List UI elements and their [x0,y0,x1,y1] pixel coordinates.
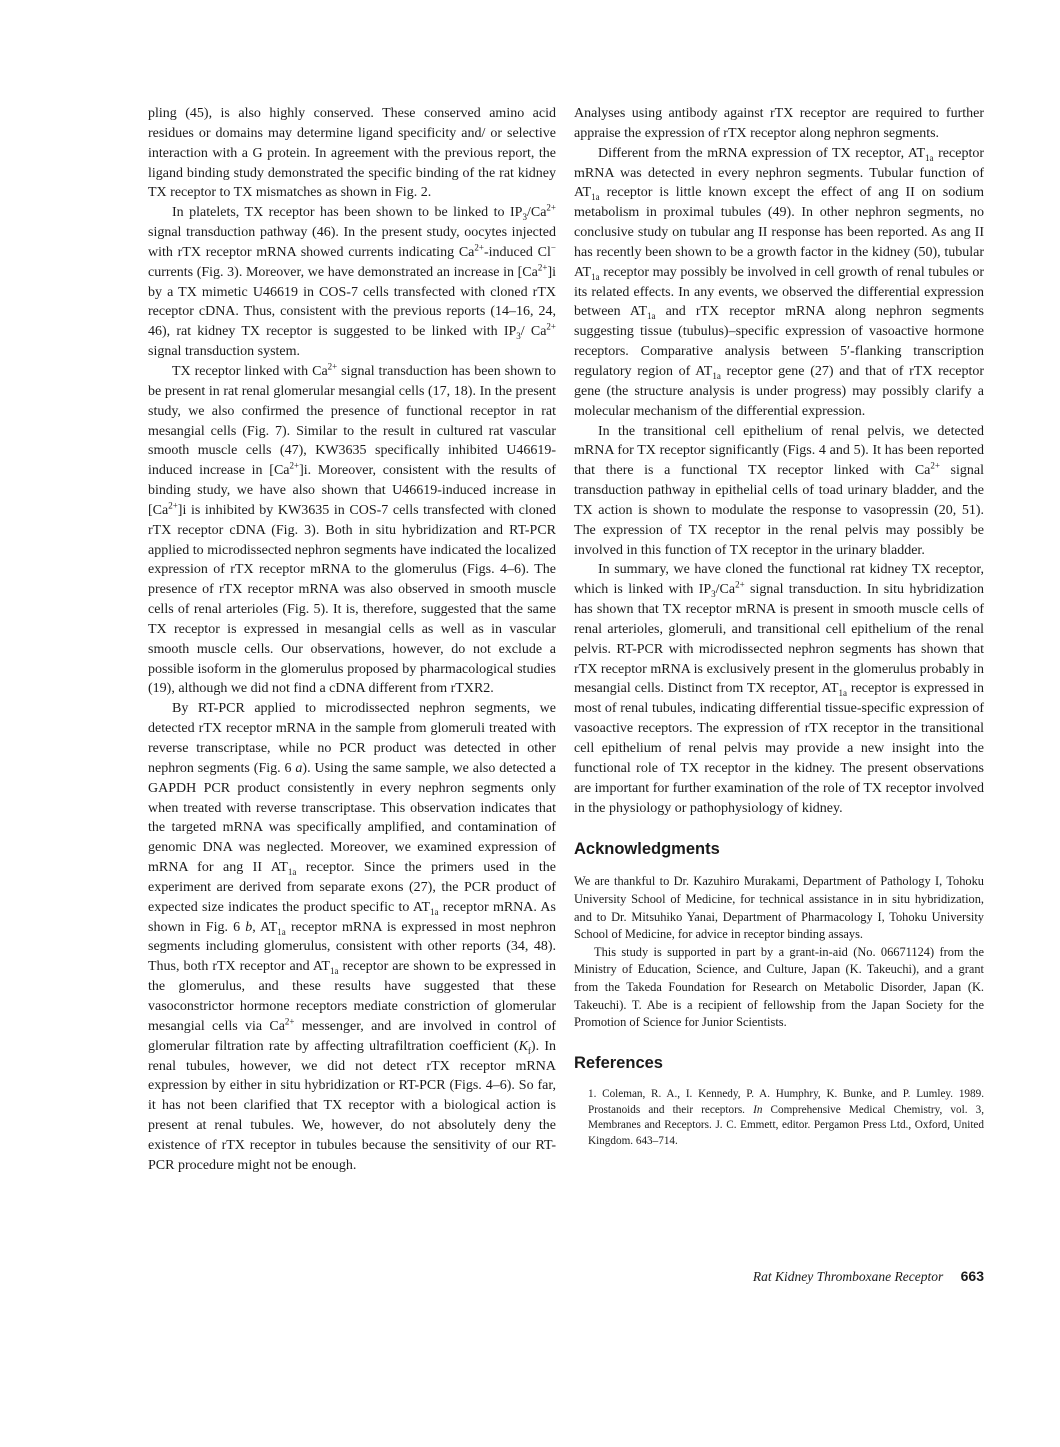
left-column [148,104,556,1176]
body-paragraph: TX receptor linked with $Ca^{2+}$ signal transduction has been shown to be present in rat renal glomerular mesangial cells (17, 18). In the present study, we also confirmed the presence of functional receptor in rat mesangial cells (Fig. 7). Similar to the result in cultured rat vascular smooth muscle cells (47), KW3635 specifically inhibited U46619-induced increase in $[Ca^{2+}]i$. Moreover, consistent with the results of binding study, we have also shown that U46619-induced increase in $[Ca^{2+}]i$ is inhibited by KW3635 in COS-7 cells transfected with cloned rTX receptor cDNA (Fig. 3). Both in situ hybridization and RT-PCR applied to microdissected nephron segments have indicated the localized expression of rTX receptor mRNA to the glomerulus (Figs. 4–6). The presence of rTX receptor mRNA was also observed in smooth muscle cells of renal arterioles (Fig. 5). It is, therefore, suggested that the same TX receptor is expressed in mesangial cells as well as in vascular smooth muscle cells. Our observations, however, do not exclude a possible isoform in the glomerulus proposed by pharmacological studies (19), although we did not find a cDNA different from rTXR2. [148,361,557,697]
body-paragraph: pling (45), is also highly conserved. These conserved amino acid residues or domains may determine ligand specificity and/ or selective interaction with a G protein. In agreement with the previous report, the ligand binding study demonstrated the specific binding of the rat kidney TX receptor to TX mismatches as shown in Fig. 2. [148,106,556,201]
page-footer [753,1268,984,1285]
acknowledgments-heading: Acknowledgments [574,840,720,859]
body-paragraph: In summary, we have cloned the functional rat kidney TX receptor, which is linked with $IP_3/Ca^{2+}$ signal transduction. In situ hybridization has shown that TX receptor mRNA is present in smooth muscle cells of renal arterioles, glomeruli, and transitional cell epithelium of the renal pelvis. RT-PCR with microdissected nephron segments has shown that rTX receptor mRNA is exclusively present in the glomerulus probably in mesangial cells. Distinct from TX receptor, $AT_{1a}$ receptor is expressed in most of renal tubules, indicating differential tissue-specific expression of vasoactive receptors. The expression of rTX receptor in the transitional cell epithelium of renal pelvis may provide a new insight into the functional role of TX receptor in the kidney. The present observations are important for further examination of the role of TX receptor involved in the physiology or pathophysiology of kidney. [574,562,984,816]
reference-item: 1. Coleman, R. A., I. Kennedy, P. A. Humphry, K. Bunke, and P. Lumley. 1989. Prostanoids and their receptors. In Comprehensive Medical Chemistry, vol. 3, Membranes and Receptors. J. C. Emmett, editor. Pergamon Press Ltd., Oxford, United Kingdom. 643–714. [588,1087,984,1148]
acknowledgment-paragraph: We are thankful to Dr. Kazuhiro Murakami, Department of Pathology I, Tohoku University School of Medicine, for technical assistance in in situ hybridization, and to Dr. Mitsuhiko Yanai, Department of Pharmacology I, Tohoku University School of Medicine, for advice in receptor binding assays. [574,874,984,942]
references-heading: References [574,1053,663,1072]
body-paragraph: Different from the mRNA expression of TX receptor, $AT_{1a}$ receptor mRNA was detected in every nephron segments. Tubular function of $AT_{1a}$ receptor is little known except the effect of ang II on sodium metabolism in proximal tubules (49). In other nephron segments, no conclusive study on tubular ang II response has been reported. As ang II has recently been shown to be a growth factor in the kidney (50), tubular $AT_{1a}$ receptor may possibly be involved in cell growth of renal tubules or its related effects. In any events, we observed the differential expression between $AT_{1a}$ and rTX receptor mRNA along nephron segments suggesting tissue (tubulus)–specific expression of vasoactive hormone receptors. Comparative analysis between 5′-flanking transcription regulatory region of $AT_{1a}$ receptor gene (27) and that of rTX receptor gene (the structure analysis is under progress) may possibly clarify a molecular mechanism of the differential expression. [574,145,985,419]
page-number: 663 [960,1268,984,1284]
acknowledgment-paragraph: This study is supported in part by a grant-in-aid (No. 06671124) from the Ministry of Education, Science, and Culture, Japan (K. Takeuchi), and a grant from the Takeda Foundation for Research on Metabolic Disorder, Japan (K. Takeuchi). T. Abe is a recipient of fellowship from the Japan Society for the Promotion of Science for Junior Scientists. [574,944,984,1030]
body-paragraph: Analyses using antibody against rTX receptor are required to further appraise the expression of rTX receptor along nephron segments. [574,106,984,141]
body-paragraph: In platelets, TX receptor has been shown to be linked to $IP_3/Ca^{2+}$ signal transduction pathway (46). In the present study, oocytes injected with rTX receptor mRNA showed currents indicating $Ca^{2+}$-induced Cl− currents (Fig. 3). Moreover, we have demonstrated an increase in $[Ca^{2+}]i$ by a TX mimetic U46619 in COS-7 cells transfected with cloned rTX receptor cDNA. Thus, consistent with the previous reports (14–16, 24, 46), rat kidney TX receptor is suggested to be linked with $IP_3/$ $Ca^{2+}$ signal transduction system. [148,202,556,360]
body-paragraph: In the transitional cell epithelium of renal pelvis, we detected mRNA for TX receptor significantly (Figs. 4 and 5). It has been reported that there is a functional TX receptor linked with $Ca^{2+}$ signal transduction pathway in epithelial cells of toad urinary bladder, and the TX action is shown to modulate the response to vasopressin (20, 51). The expression of TX receptor in the renal pelvis may possibly be involved in this function of TX receptor in the urinary bladder. [574,423,984,558]
body-paragraph: By RT-PCR applied to microdissected nephron segments, we detected rTX receptor mRNA in the sample from glomeruli treated with reverse transcriptase, while no PCR product was detected in other nephron segments (Fig. 6 a). Using the same sample, we also detected a GAPDH PCR product consistently in every nephron segments only when treated with reverse transcriptase. This observation indicates that the targeted mRNA was specifically amplified, and contamination of genomic DNA was neglected. Moreover, we examined expression of mRNA for ang II $AT_{1a}$ receptor. Since the primers used in the experiment are derived from separate exons (27), the PCR product of expected size indicates the product specific to $AT_{1a}$ receptor mRNA. As shown in Fig. 6 b, $AT_{1a}$ receptor mRNA is expressed in most nephron segments including glomerulus, consistent with other reports (34, 48). Thus, both rTX receptor and $AT_{1a}$ receptor are shown to be expressed in the glomerulus, and these results have suggested that these vasoconstrictor hormone receptors mediate constriction of glomerular mesangial cells via $Ca^{2+}$ messenger, and are involved in control of glomerular filtration rate by affecting ultrafiltration coefficient $(K_f)$. In renal tubules, however, we did not detect rTX receptor mRNA expression by either in situ hybridization or RT-PCR (Figs. 4–6). So far, it has not been clarified that TX receptor with a biological action is present at renal tubules. We, however, do not absolutely deny the existence of rTX receptor in tubules because the sensitivity of our RT-PCR procedure might not be enough. [148,701,557,1173]
running-title: Rat Kidney Thromboxane Receptor [752,1269,944,1284]
right-column [574,104,984,1150]
